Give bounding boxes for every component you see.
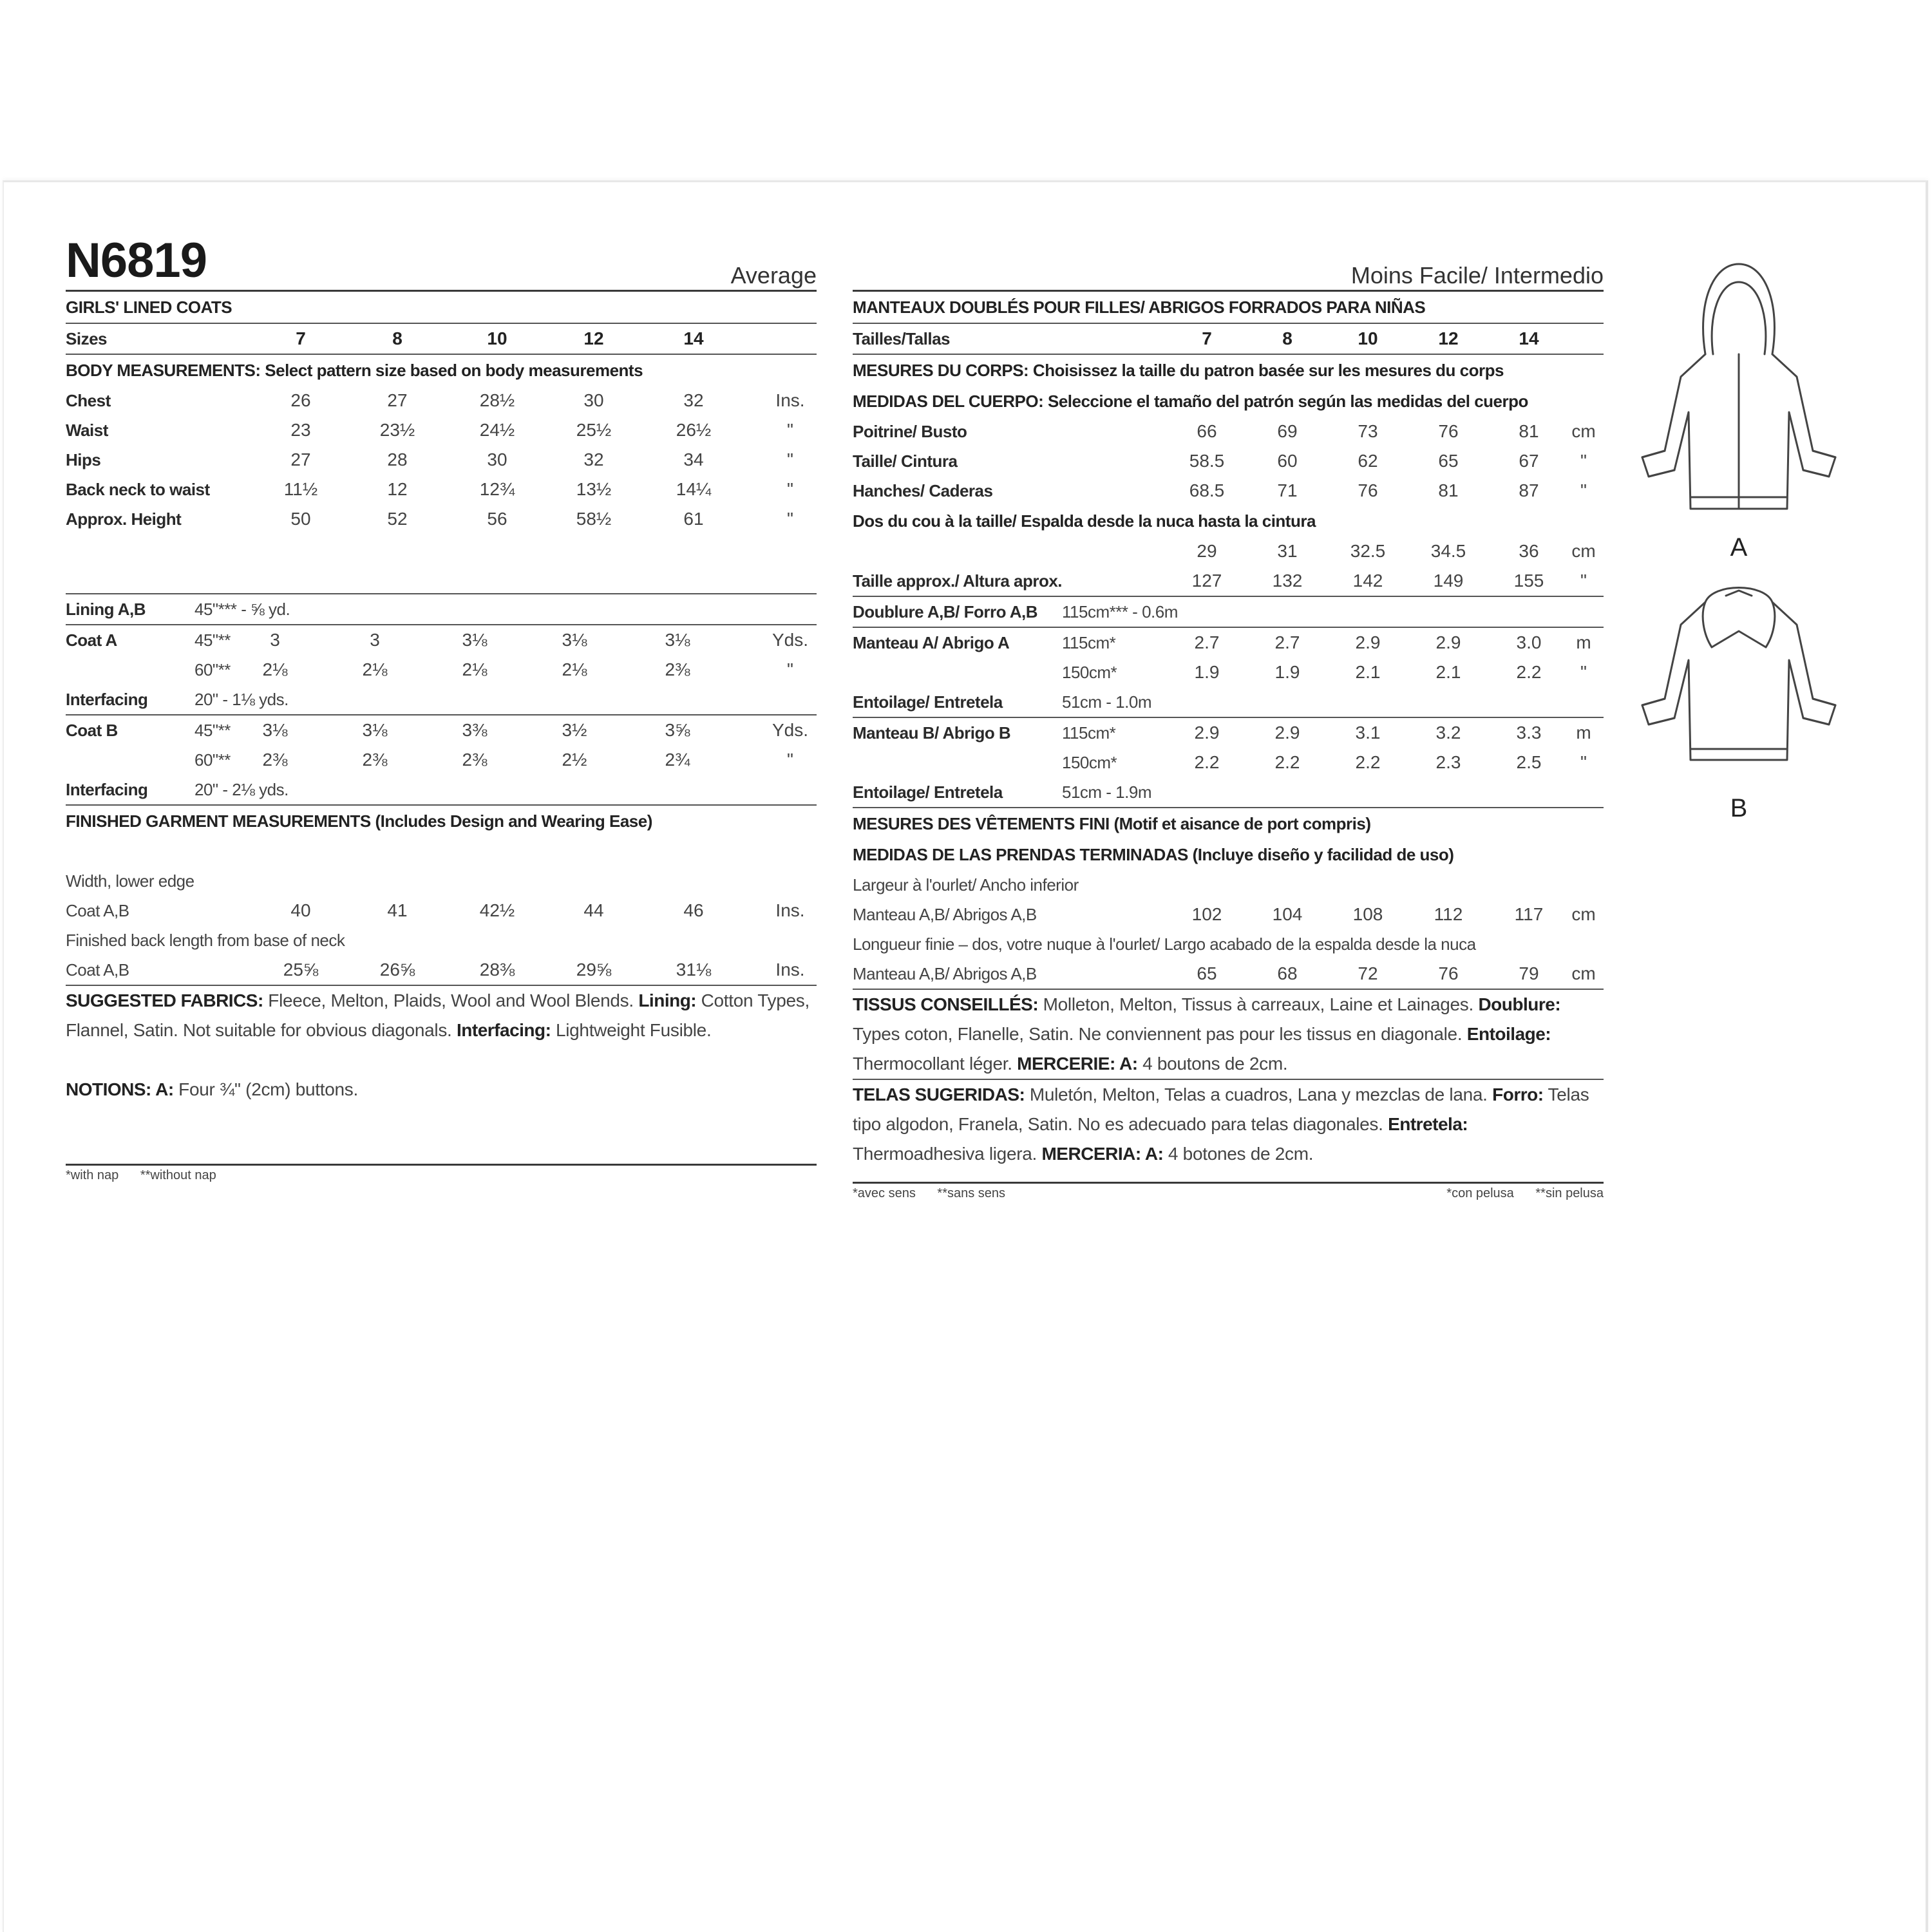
lining-label: Lining A,B [66,600,146,619]
caption-text: Largeur à l'ourlet/ Ancho inferior [853,875,1079,895]
value-cell: 32 [683,390,704,410]
view-b-label: B [1730,794,1748,822]
value-cell: 40 [290,900,311,920]
unit-cell: Ins. [775,960,805,980]
finished-length-row [66,955,817,985]
value-cell: 2.9 [1355,632,1381,652]
interfacing-a-row [66,685,817,714]
value-cell: 50 [290,509,311,529]
value-cell: 26½ [676,420,712,440]
value-cell: 30 [487,450,507,469]
value-cell: 3.1 [1355,723,1381,743]
value-cell: 2.2 [1355,752,1381,772]
value-cell: 3⅝ [665,720,690,740]
value-cell: 2.3 [1435,752,1461,772]
value-cell: 56 [487,509,507,529]
finished-back-length-caption [66,925,817,955]
spanish-fabrics-paragraph [853,1080,1604,1169]
unit-cell: Yds. [772,630,809,650]
value-cell: 76 [1438,963,1459,983]
fabric-width: 115cm* [1062,633,1116,652]
value-cell: 3⅛ [462,630,488,650]
lining-heading: Forro: [1492,1084,1544,1104]
value-cell: 12¾ [479,479,515,499]
collared-coat-sketch-icon [1629,576,1848,789]
lining-text: Types coton, Flanelle, Satin. Ne conviennent pas pour les tissus en diagonale. [853,1024,1463,1044]
fabrics-text: Fleece, Melton, Plaids, Wool and Wool Blends. [268,990,634,1010]
notions-text: Four ¾" (2cm) buttons. [178,1079,358,1099]
unit-cell: cm [1571,904,1596,924]
interfacing-label: Interfacing [66,780,148,799]
yardage-row [66,745,817,775]
value-cell: 3½ [562,720,587,740]
fabric-width: 45"** [194,630,231,650]
finished-row [66,955,817,985]
lining-heading: Lining: [638,990,697,1010]
footnote: **sans sens [937,1186,1006,1200]
fabrics-heading: TISSUS CONSEILLÉS: [853,994,1039,1014]
value-cell: 3.2 [1435,723,1461,743]
unit-cell: " [1580,752,1587,772]
value-cell: 3.0 [1516,632,1542,652]
value-cell: 2⅛ [562,659,587,679]
value-cell: 69 [1277,421,1298,441]
unit-cell: " [787,479,793,499]
value-cell: 2⅜ [665,659,690,679]
value-cell: 2⅛ [262,659,288,679]
pattern-number: N6819 [66,233,207,288]
unit-cell: " [787,659,793,679]
yardage-row [853,628,1604,658]
value-cell: 32.5 [1350,541,1386,561]
value-cell: 25⅝ [283,960,319,980]
value-cell: 2.9 [1435,632,1461,652]
view-a-label: A [1730,533,1748,562]
value-cell: 34 [683,450,704,469]
unit-cell: " [787,420,793,440]
row-label: Taille approx./ Altura aprox. [853,571,1063,591]
value-cell: 117 [1514,904,1544,924]
fabrics-text: Molleton, Melton, Tissus à carreaux, Laine et Lainages. [1043,994,1473,1014]
value-cell: 2.1 [1435,662,1461,682]
value-cell: 3.3 [1516,723,1542,743]
value-cell: 68.5 [1189,480,1225,500]
value-cell: 1.9 [1274,662,1300,682]
lining-row [66,594,817,624]
value-cell: 24½ [479,420,515,440]
value-cell: 65 [1197,963,1217,983]
garment-title: GIRLS' LINED COATS [66,298,232,317]
value-cell: 32 [583,450,604,469]
value-cell: 73 [1358,421,1378,441]
value-cell: 41 [387,900,408,920]
measurement-row [853,476,1604,506]
size-cell: 7 [296,328,306,348]
value-cell: 30 [583,390,604,410]
value-cell: 58½ [576,509,612,529]
fabrics-text: Muletón, Melton, Telas a cuadros, Lana y mezclas de lana. [1029,1084,1488,1104]
size-cell: 10 [1358,328,1378,348]
value-cell: 127 [1191,571,1222,591]
row-label: Hips [66,450,101,469]
value-cell: 29 [1197,541,1217,561]
value-cell: 72 [1358,963,1378,983]
interfacing-text: Thermoadhesiva ligera. [853,1144,1037,1164]
value-cell: 2⅛ [362,659,388,679]
yardage-row [66,655,817,685]
yardage-row [66,715,817,745]
value-cell: 2⅛ [462,659,488,679]
value-cell: 2.2 [1274,752,1300,772]
size-cell: 14 [1519,328,1539,348]
value-cell: 36 [1519,541,1539,561]
fabrics-heading: SUGGESTED FABRICS: [66,990,263,1010]
row-label: Manteau B/ Abrigo B [853,723,1011,743]
interfacing-heading: Entretela: [1388,1114,1468,1134]
footnote: **without nap [140,1168,216,1182]
notions-heading: MERCERIE: A: [1017,1054,1138,1074]
value-cell: 155 [1513,571,1544,591]
value-cell: 79 [1519,963,1539,983]
value-cell: 66 [1197,421,1217,441]
fabric-width: 150cm* [1062,663,1117,682]
caption-text: Finished back length from base of neck [66,931,345,950]
value-cell: 112 [1434,904,1463,924]
unit-cell: " [1580,571,1587,591]
value-cell: 14¼ [676,479,712,499]
body-measurements-title-es: MEDIDAS DEL CUERPO: Seleccione el tamaño del patrón según las medidas del cuerpo [853,392,1528,411]
measurement-row [853,566,1604,596]
value-cell: 3⅛ [665,630,690,650]
value-cell: 2.2 [1516,662,1542,682]
french-spanish-column [853,232,1604,1203]
value-cell: 149 [1433,571,1464,591]
row-label: Manteau A,B/ Abrigos A,B [853,905,1037,924]
height-row [853,566,1604,596]
english-footnotes [66,1166,817,1185]
value-cell: 13½ [576,479,612,499]
value-cell: 87 [1519,480,1539,500]
technical-sketches [1629,258,1848,824]
value-cell: 31 [1277,541,1298,561]
row-label: Taille/ Cintura [853,451,958,471]
value-cell: 28⅜ [479,960,515,980]
row-label: Approx. Height [66,509,182,529]
value-cell: 44 [583,900,604,920]
unit-cell: " [1580,451,1587,471]
value-cell: 2⅜ [362,750,388,770]
row-label: Chest [66,391,111,410]
unit-cell: m [1576,632,1591,652]
footnote: *with nap [66,1168,119,1182]
finished-row [853,900,1604,929]
finished-measurements-title-fr: MESURES DES VÊTEMENTS FINI (Motif et aisance de port compris) [853,814,1371,833]
unit-cell: " [787,750,793,770]
value-cell: 3⅜ [462,720,488,740]
value-cell: 102 [1191,904,1222,924]
notions-heading: NOTIONS: A: [66,1079,174,1099]
finished-width-row [66,896,817,925]
row-label: Coat A,B [66,960,129,980]
value-cell: 52 [387,509,408,529]
finished-measurements-title-es: MEDIDAS DE LAS PRENDAS TERMINADAS (Incluye diseño y facilidad de uso) [853,845,1454,864]
value-cell: 31⅛ [676,960,712,980]
lining-text: Telas tipo algodon, Franela, Satin. No es adecuado para telas diagonales. [853,1084,1589,1134]
value-cell: 142 [1352,571,1383,591]
coat-a-yardage [66,625,817,685]
notions-text: 4 botones de 2cm. [1168,1144,1314,1164]
value-cell: 2⅜ [462,750,488,770]
lining-row [853,597,1604,627]
row-label: Coat A,B [66,901,129,920]
interfacing-label: Interfacing [66,690,148,709]
sizes-label: Tailles/Tallas [853,329,951,348]
notions-heading: MERCERIA: A: [1041,1144,1164,1164]
coat-b-yardage [853,718,1604,777]
size-cell: 7 [1202,328,1212,348]
fabric-width: 115cm* [1062,723,1116,743]
footnote: **sin pelusa [1535,1186,1604,1200]
value-cell: 12 [387,479,408,499]
suggested-fabrics-paragraph [66,986,817,1045]
footnote-spanish [1446,1184,1604,1203]
unit-cell: Yds. [772,720,809,740]
value-cell: 28 [387,450,408,469]
value-cell: 2.2 [1194,752,1220,772]
coat-a-yardage [853,628,1604,687]
fabrics-heading: TELAS SUGERIDAS: [853,1084,1025,1104]
measurement-row [66,504,817,534]
unit-cell: Ins. [775,900,805,920]
value-cell: 81 [1438,480,1459,500]
caption-text: Width, lower edge [66,871,194,891]
value-cell: 132 [1272,571,1303,591]
measurement-row [66,475,817,504]
body-measurements-table [853,417,1604,506]
english-header [66,232,817,290]
row-label: Hanches/ Caderas [853,481,993,500]
value-cell: 2.1 [1355,662,1381,682]
value-cell: 27 [387,390,408,410]
width-lower-edge-caption [853,870,1604,900]
unit-cell: " [787,509,793,529]
value-cell: 2.9 [1274,723,1300,743]
row-label: Manteau A,B/ Abrigos A,B [853,964,1037,983]
interfacing-text: Thermocollant léger. [853,1054,1012,1074]
value-cell: 58.5 [1189,451,1225,471]
size-cell: 14 [683,328,704,348]
value-cell: 1.9 [1194,662,1220,682]
value-cell: 62 [1358,451,1378,471]
value-cell: 67 [1519,451,1539,471]
footnote: *con pelusa [1446,1186,1514,1200]
fabric-width: 150cm* [1062,753,1117,772]
difficulty-level: Average [730,262,817,289]
value-cell: 108 [1352,904,1383,924]
size-cell: 10 [487,328,507,348]
difficulty-level: Moins Facile/ Intermedio [1350,262,1604,289]
value-cell: 2.7 [1194,632,1220,652]
body-measurements-title: BODY MEASUREMENTS: Select pattern size based on body measurements [66,361,643,380]
interfacing-a-row [853,687,1604,717]
row-label: Poitrine/ Busto [853,422,967,441]
back-neck-row [853,536,1604,566]
measurement-row [853,417,1604,446]
english-column [66,232,817,1185]
fabric-width: 45"** [194,721,231,740]
unit-cell: cm [1571,963,1596,983]
value-cell: 23½ [379,420,415,440]
lining-heading: Doublure: [1478,994,1561,1014]
caption-text: Longueur finie – dos, votre nuque à l'ourlet/ Largo acabado de la espalda desde la nuca [853,934,1476,954]
measurement-row [66,445,817,475]
value-cell: 42½ [479,900,515,920]
finished-measurements-title: FINISHED GARMENT MEASUREMENTS (Includes Design and Wearing Ease) [66,811,652,831]
value-cell: 81 [1519,421,1539,441]
value-cell: 2.9 [1194,723,1220,743]
yardage-row [66,625,817,655]
finished-row [853,959,1604,989]
value-cell: 25½ [576,420,612,440]
row-label: Waist [66,421,108,440]
body-measurements-title-fr: MESURES DU CORPS: Choisissez la taille du patron basée sur les mesures du corps [853,361,1504,380]
value-cell: 3 [270,630,280,650]
value-cell: 104 [1272,904,1303,924]
interfacing-value: 20" - 1⅛ yds. [194,690,289,709]
body-measurements-table [66,386,817,534]
value-cell: 71 [1277,480,1298,500]
interfacing-heading: Entoilage: [1466,1024,1551,1044]
row-label: Back neck to waist [66,480,210,499]
interfacing-value: 20" - 2⅛ yds. [194,780,289,799]
value-cell: 2⅜ [262,750,288,770]
unit-cell: " [1580,662,1587,682]
coat-b-yardage [66,715,817,775]
yardage-row [853,658,1604,687]
value-cell: 3⅛ [262,720,288,740]
size-cell: 8 [1282,328,1293,348]
hooded-coat-sketch-icon [1629,258,1848,528]
row-label: Coat B [66,721,118,740]
value-cell: 23 [290,420,311,440]
value-cell: 3⅛ [562,630,587,650]
garment-title: MANTEAUX DOUBLÉS POUR FILLES/ ABRIGOS FORRADOS PARA NIÑAS [853,298,1426,317]
interfacing-value: 51cm - 1.9m [1062,782,1151,802]
measurement-row [66,386,817,415]
notions-paragraph [66,1075,817,1104]
finished-row [66,896,817,925]
finished-length-row [853,959,1604,989]
fabric-width: 60"** [194,750,231,770]
size-cell: 12 [1438,328,1459,348]
value-cell: 27 [290,450,311,469]
value-cell: 3⅛ [362,720,388,740]
row-label: Coat A [66,630,117,650]
sizes-label: Sizes [66,329,107,348]
measurement-row [853,446,1604,476]
unit-cell: Ins. [775,390,805,410]
size-cell: 8 [392,328,402,348]
value-cell: 26 [290,390,311,410]
unit-cell: cm [1571,541,1596,561]
unit-cell: " [1580,480,1587,500]
interfacing-label: Entoilage/ Entretela [853,692,1003,712]
value-cell: 2.5 [1516,752,1542,772]
value-cell: 76 [1438,421,1459,441]
unit-cell: " [787,450,793,469]
value-cell: 60 [1277,451,1298,471]
measurement-row [853,536,1604,566]
interfacing-heading: Interfacing: [457,1020,551,1040]
footnote: *avec sens [853,1186,916,1200]
value-cell: 29⅝ [576,960,612,980]
value-cell: 2¾ [665,750,690,770]
value-cell: 2.7 [1274,632,1300,652]
sizes-row [853,324,1604,354]
yardage-row [853,748,1604,777]
lining-text: Cotton Types, Flannel, Satin. Not suitable for obvious diagonals. [66,990,810,1040]
value-cell: 65 [1438,451,1459,471]
lining-label: Doublure A,B/ Forro A,B [853,602,1038,621]
value-cell: 28½ [479,390,515,410]
value-cell: 11½ [283,479,318,499]
fabric-width: 60"** [194,660,231,679]
measurement-row [66,415,817,445]
sizes-row [66,324,817,354]
width-lower-edge-caption [66,866,817,896]
value-cell: 68 [1277,963,1298,983]
lining-value: 45"*** - ⅝ yd. [194,600,290,619]
unit-cell: cm [1571,421,1596,441]
french-spanish-footnotes [853,1184,1604,1203]
value-cell: 46 [683,900,704,920]
value-cell: 61 [683,509,704,529]
value-cell: 26⅝ [379,960,415,980]
interfacing-text: Lightweight Fusible. [555,1020,712,1040]
french-fabrics-paragraph [853,990,1604,1079]
interfacing-b-row [66,775,817,804]
value-cell: 3 [370,630,380,650]
yardage-row [853,718,1604,748]
finished-back-length-caption [853,929,1604,959]
lining-value: 115cm*** - 0.6m [1062,602,1178,621]
interfacing-value: 51cm - 1.0m [1062,692,1151,712]
notions-text: 4 boutons de 2cm. [1142,1054,1288,1074]
interfacing-b-row [853,777,1604,807]
size-cell: 12 [583,328,604,348]
value-cell: 34.5 [1430,541,1466,561]
value-cell: 76 [1358,480,1378,500]
back-neck-title: Dos du cou à la taille/ Espalda desde la nuca hasta la cintura [853,511,1316,531]
french-spanish-header [853,232,1604,290]
value-cell: 2½ [562,750,587,770]
row-label: Manteau A/ Abrigo A [853,633,1010,652]
finished-width-row [853,900,1604,929]
unit-cell: m [1576,723,1591,743]
interfacing-label: Entoilage/ Entretela [853,782,1003,802]
